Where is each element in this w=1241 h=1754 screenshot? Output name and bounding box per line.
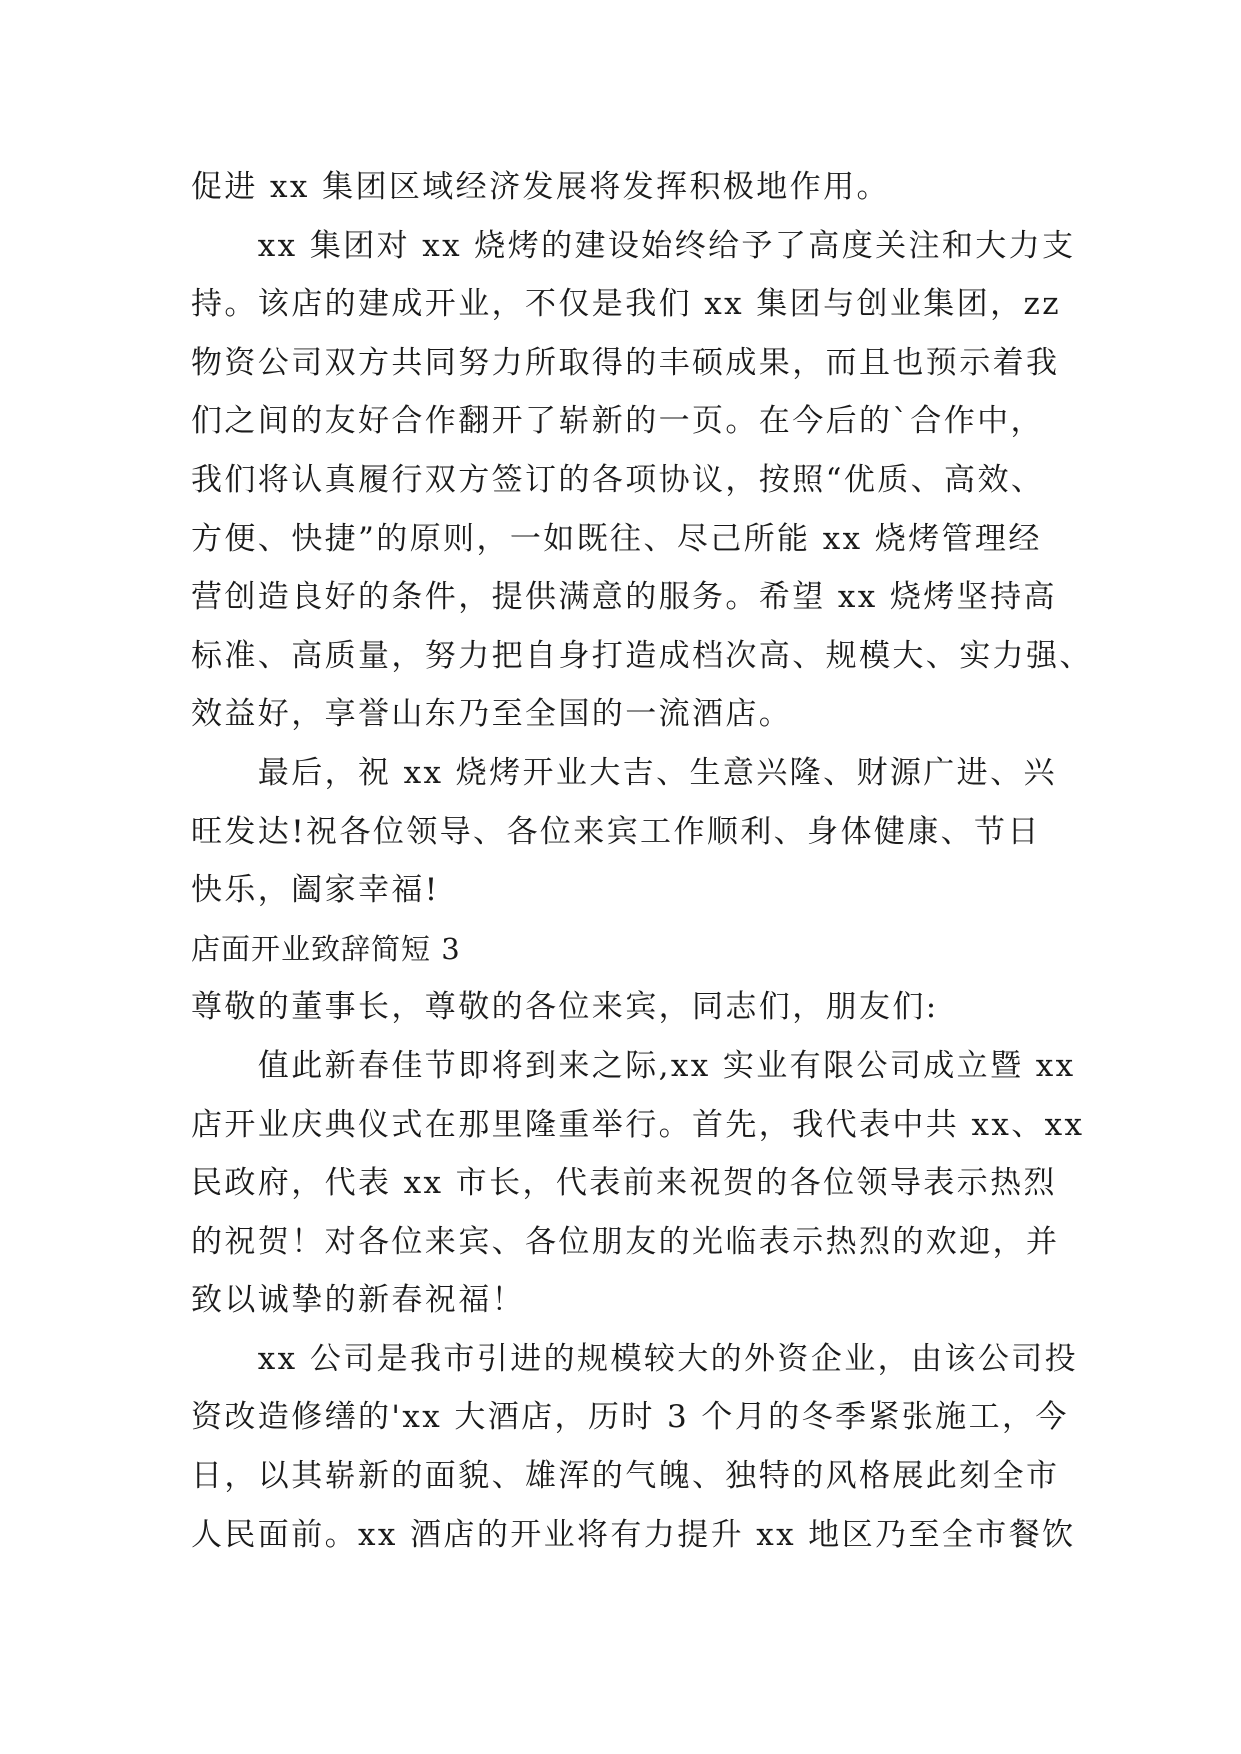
body-text-line: 效益好，享誉山东乃至全国的一流酒店。 <box>191 696 793 733</box>
body-text-line: 持。该店的建成开业，不仅是我们 xx 集团与创业集团，zz <box>191 286 1061 323</box>
section-heading: 店面开业致辞简短 3 <box>191 931 461 966</box>
body-text-line: 值此新春佳节即将到来之际,xx 实业有限公司成立暨 xx <box>191 1047 1076 1084</box>
salutation-line: 尊敬的董事长，尊敬的各位来宾，同志们，朋友们: <box>191 989 939 1026</box>
body-text-line: 店开业庆典仪式在那里隆重举行。首先，我代表中共 xx、xx <box>191 1106 1085 1143</box>
body-text-line: 物资公司双方共同努力所取得的丰硕成果，而且也预示着我 <box>191 344 1060 381</box>
body-text-line: xx 公司是我市引进的规模较大的外资企业，由该公司投 <box>191 1340 1079 1377</box>
body-text-line: 旺发达!祝各位领导、各位来宾工作顺利、身体健康、节日 <box>191 813 1041 850</box>
document-body <box>191 158 1093 1564</box>
body-text-line: 营创造良好的条件，提供满意的服务。希望 xx 烧烤坚持高 <box>191 579 1057 616</box>
body-text-line: 最后，祝 xx 烧烤开业大吉、生意兴隆、财源广进、兴 <box>191 754 1057 791</box>
body-text-line: 日，以其崭新的面貌、雄浑的气魄、独特的风格展此刻全市 <box>191 1458 1060 1495</box>
body-text-line: 们之间的友好合作翻开了崭新的一页。在今后的`合作中， <box>191 403 1044 440</box>
body-text-line: 的祝贺！对各位来宾、各位朋友的光临表示热烈的欢迎，并 <box>191 1223 1060 1260</box>
body-text-line: 快乐，阖家幸福! <box>191 872 440 909</box>
body-text-line: 方便、快捷”的原则，一如既往、尽己所能 xx 烧烤管理经 <box>191 520 1042 557</box>
body-text-line: 资改造修缮的'xx 大酒店，历时 3 个月的冬季紧张施工，今 <box>191 1399 1069 1436</box>
body-text-line: 民政府，代表 xx 市长，代表前来祝贺的各位领导表示热烈 <box>191 1165 1057 1202</box>
body-text-line: 致以诚挚的新春祝福！ <box>191 1282 525 1319</box>
body-text-line: 人民面前。xx 酒店的开业将有力提升 xx 地区乃至全市餐饮 <box>191 1516 1076 1553</box>
body-text-line: 促进 xx 集团区域经济发展将发挥积极地作用。 <box>191 169 890 205</box>
body-text-line: 标准、高质量，努力把自身打造成档次高、规模大、实力强、 <box>191 637 1093 674</box>
body-text-line: 我们将认真履行双方签订的各项协议，按照“优质、高效、 <box>191 461 1045 498</box>
body-text-line: xx 集团对 xx 烧烤的建设始终给予了高度关注和大力支 <box>191 227 1076 264</box>
